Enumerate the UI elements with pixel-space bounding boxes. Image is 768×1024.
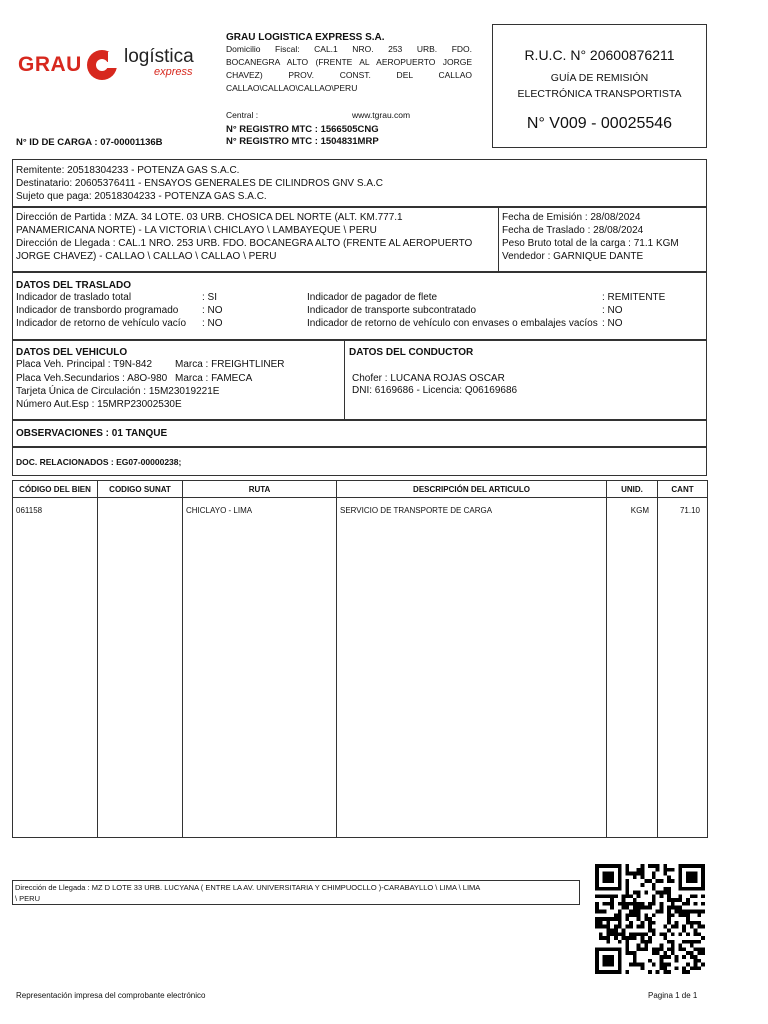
cell-sunat (98, 498, 183, 516)
page-number: Pagina 1 de 1 (648, 991, 698, 1000)
id-carga: N° ID DE CARGA : 07-00001136B (16, 137, 163, 148)
dates-section (498, 207, 707, 272)
direccion-partida: Dirección de Partida : MZA. 34 LOTE. 03 URB. CHOSICA DEL NORTE (ALT. KM.777.1 (16, 212, 403, 223)
traslado-value: : NO (202, 318, 223, 329)
footer-llegada-line2: \ PERU (15, 894, 41, 903)
traslado-label: Indicador de retorno de vehículo con envases o embalajes vacíos (307, 318, 598, 329)
marca-secundaria: Marca : FAMECA (175, 373, 253, 384)
company-name: GRAU LOGISTICA EXPRESS S.A. (226, 32, 385, 43)
dni-licencia: DNI: 6169686 - Licencia: Q06169686 (352, 385, 518, 396)
observaciones-section (12, 420, 707, 447)
vendedor: Vendedor : GARNIQUE DANTE (502, 251, 644, 262)
traslado-label: Indicador de retorno de vehículo vacío (16, 318, 187, 329)
logo-g-mark-icon (84, 46, 120, 82)
cell-ruta: CHICLAYO - LIMA (183, 498, 337, 516)
cell-codigo: 061158 (13, 498, 98, 516)
fecha-emision: Fecha de Emisión : 28/08/2024 (502, 212, 641, 223)
observaciones: OBSERVACIONES : 01 TANQUE (16, 428, 168, 439)
cell-descripcion: SERVICIO DE TRANSPORTE DE CARGA (337, 498, 607, 516)
items-table-header (13, 481, 708, 498)
doc-type-line2: ELECTRÓNICA TRANSPORTISTA (517, 88, 682, 100)
doc-number: N° V009 - 00025546 (526, 115, 673, 132)
placa-secundaria: Placa Veh.Secundarios : A8O-980 (16, 373, 168, 384)
doc-relacionados: DOC. RELACIONADOS : EG07-00000238; (16, 457, 182, 467)
qr-code (595, 864, 705, 974)
peso-bruto: Peso Bruto total de la carga : 71.1 KGM (502, 238, 679, 249)
direccion-partida-cont: PANAMERICANA NORTE) - LA VICTORIA \ CHICLAYO \ LAMBAYEQUE \ PERU (16, 225, 377, 236)
chofer: Chofer : LUCANA ROJAS OSCAR (352, 373, 505, 384)
ruc-number: R.U.C. N° 20600876211 (524, 47, 675, 63)
tarjeta-circulacion: Tarjeta Única de Circulación : 15M23019221E (16, 386, 220, 397)
traslado-label: Indicador de transporte subcontratado (307, 305, 476, 316)
doc-relacionados-section (12, 447, 707, 476)
vehiculo-section (12, 340, 345, 420)
company-fiscal-address (226, 43, 472, 95)
traslado-section (12, 272, 707, 340)
fecha-traslado: Fecha de Traslado : 28/08/2024 (502, 225, 644, 236)
traslado-label: Indicador de traslado total (16, 292, 132, 303)
company-logo (16, 44, 206, 84)
traslado-value: : NO (602, 305, 623, 316)
traslado-title: DATOS DEL TRASLADO (16, 280, 132, 291)
fiscal-line: CALLAO\CALLAO\CALLAO\PERU (226, 83, 358, 93)
sujeto-que-paga: Sujeto que paga: 20518304233 - POTENZA GAS S.A.C. (16, 191, 267, 202)
traslado-value: : NO (602, 318, 623, 329)
placa-principal: Placa Veh. Principal : T9N-842 (16, 359, 153, 370)
company-web[interactable]: www.tgrau.com (352, 110, 411, 120)
cell-cantidad: 71.10 (658, 498, 708, 516)
fiscal-line: BOCANEGRA ALTO (FRENTE AL AEROPUERTO JORGE (226, 57, 472, 67)
cell-unidad: KGM (607, 498, 658, 516)
destinatario: Destinatario: 20605376411 - ENSAYOS GENERALES DE CILINDROS GNV S.A.C (16, 178, 384, 189)
registro-mtc-2: N° REGISTRO MTC : 1504831MRP (226, 136, 379, 147)
footer-direccion-llegada (12, 880, 580, 905)
logo-logistica-text: logística (124, 46, 194, 67)
registro-mtc-1: N° REGISTRO MTC : 1566505CNG (226, 124, 379, 135)
direccion-llegada-cont: JORGE CHAVEZ) - CALLAO \ CALLAO \ CALLAO \ PERU (16, 251, 277, 262)
representacion-impresa: Representación impresa del comprobante electrónico (16, 991, 206, 1000)
header-codigo-bien: CÓDIGO DEL BIEN (13, 481, 98, 498)
doc-type-line1: GUÍA DE REMISIÓN (550, 72, 649, 84)
remitente: Remitente: 20518304233 - POTENZA GAS S.A.C. (16, 165, 240, 176)
header-descripcion: DESCRIPCIÓN DEL ARTICULO (337, 481, 607, 498)
document-id-box (492, 24, 707, 148)
company-central: Central : (226, 110, 259, 120)
parties-section (12, 159, 707, 207)
fiscal-line: Domicilio Fiscal: CAL.1 NRO. 253 URB. FDO. (226, 44, 472, 54)
marca-principal: Marca : FREIGHTLINER (175, 359, 285, 370)
conductor-title: DATOS DEL CONDUCTOR (349, 347, 474, 358)
logo-grau-text: GRAU (18, 53, 82, 76)
header-ruta: RUTA (183, 481, 337, 498)
traslado-label: Indicador de pagador de flete (307, 292, 438, 303)
table-row (13, 498, 708, 516)
header-unidad: UNID. (607, 481, 658, 498)
header-cantidad: CANT (658, 481, 708, 498)
vehiculo-title: DATOS DEL VEHICULO (16, 347, 128, 358)
logo-express-text: express (154, 66, 193, 78)
fiscal-line: CHAVEZ) PROV. CONST. DEL CALLAO (226, 70, 472, 80)
addresses-section (12, 207, 499, 272)
header-codigo-sunat: CODIGO SUNAT (98, 481, 183, 498)
traslado-value: : REMITENTE (602, 292, 666, 303)
direccion-llegada: Dirección de Llegada : CAL.1 NRO. 253 URB. FDO. BOCANEGRA ALTO (FRENTE AL AEROPUERTO (16, 238, 473, 249)
traslado-value: : NO (202, 305, 223, 316)
conductor-section (344, 340, 707, 420)
traslado-value: : SI (202, 292, 218, 303)
traslado-label: Indicador de transbordo programado (16, 305, 179, 316)
footer-llegada-line1: Dirección de Llegada : MZ D LOTE 33 URB. LUCYANA ( ENTRE LA AV. UNIVERSITARIA Y CHIMPUOCLLO )-CARABAYLLO \ LIMA \ LIMA (15, 883, 481, 892)
table-filler-row (13, 515, 708, 838)
numero-autorizacion: Número Aut.Esp : 15MRP23002530E (16, 399, 182, 410)
items-table (12, 480, 708, 838)
